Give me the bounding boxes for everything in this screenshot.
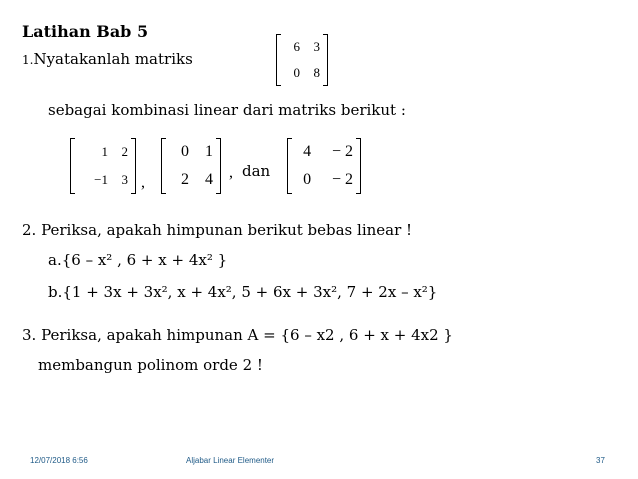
bracket-left bbox=[161, 138, 166, 194]
matrix-cell: 0 bbox=[293, 65, 300, 80]
question-3-continued: membangun polinom orde 2 ! bbox=[38, 356, 263, 374]
question-1-text: Nyatakanlah matriks bbox=[33, 50, 193, 68]
matrix-cell: 2 bbox=[181, 171, 189, 188]
bracket-right bbox=[356, 138, 361, 194]
separator-comma: , bbox=[229, 164, 233, 181]
bracket-right bbox=[216, 138, 221, 194]
matrix-cell: 4 bbox=[205, 171, 213, 188]
matrix-cell: − 2 bbox=[331, 143, 353, 160]
matrix-cell: 1 bbox=[205, 143, 213, 160]
question-3: 3. Periksa, apakah himpunan A = {6 – x2 , 6 + x + 4x2 } bbox=[22, 326, 453, 344]
matrix-1 bbox=[70, 138, 136, 194]
matrix-cell: 3 bbox=[313, 39, 320, 54]
bracket-right bbox=[323, 34, 328, 86]
slide-title: Latihan Bab 5 bbox=[22, 22, 149, 41]
separator-comma: , bbox=[141, 174, 145, 191]
footer-date: 12/07/2018 6:56 bbox=[30, 456, 88, 465]
matrix-cell: 4 bbox=[303, 143, 312, 160]
subtext: sebagai kombinasi linear dari matriks berikut : bbox=[48, 101, 406, 119]
matrix-cell: 2 bbox=[121, 144, 128, 159]
bracket-left bbox=[276, 34, 281, 86]
matrix-2 bbox=[161, 138, 221, 194]
question-2: 2. Periksa, apakah himpunan berikut bebas linear ! bbox=[22, 221, 413, 239]
question-2b: b.{1 + 3x + 3x², x + 4x², 5 + 6x + 3x², 7 + 2x – x²} bbox=[48, 283, 438, 301]
bracket-right bbox=[131, 138, 136, 194]
matrix-cell: 6 bbox=[293, 39, 300, 54]
matrix-cell: 0 bbox=[303, 171, 312, 188]
bracket-left bbox=[287, 138, 292, 194]
matrix-cell: 1 bbox=[101, 144, 108, 159]
question-1-number: 1. bbox=[22, 53, 34, 67]
separator-dan: dan bbox=[242, 162, 271, 180]
question-2a: a.{6 – x² , 6 + x + 4x² } bbox=[48, 251, 228, 269]
matrix-cell: −1 bbox=[94, 172, 108, 187]
matrix-cell: − 2 bbox=[331, 171, 353, 188]
footer-course: Aljabar Linear Elementer bbox=[186, 456, 275, 465]
matrix-cell: 8 bbox=[313, 65, 320, 80]
bracket-left bbox=[70, 138, 75, 194]
target-matrix bbox=[276, 34, 328, 86]
matrix-cell: 3 bbox=[121, 172, 128, 187]
footer-page-number: 37 bbox=[596, 456, 605, 465]
question-1 bbox=[22, 50, 193, 68]
matrix-cell: 0 bbox=[181, 143, 189, 160]
matrix-3 bbox=[287, 138, 361, 194]
